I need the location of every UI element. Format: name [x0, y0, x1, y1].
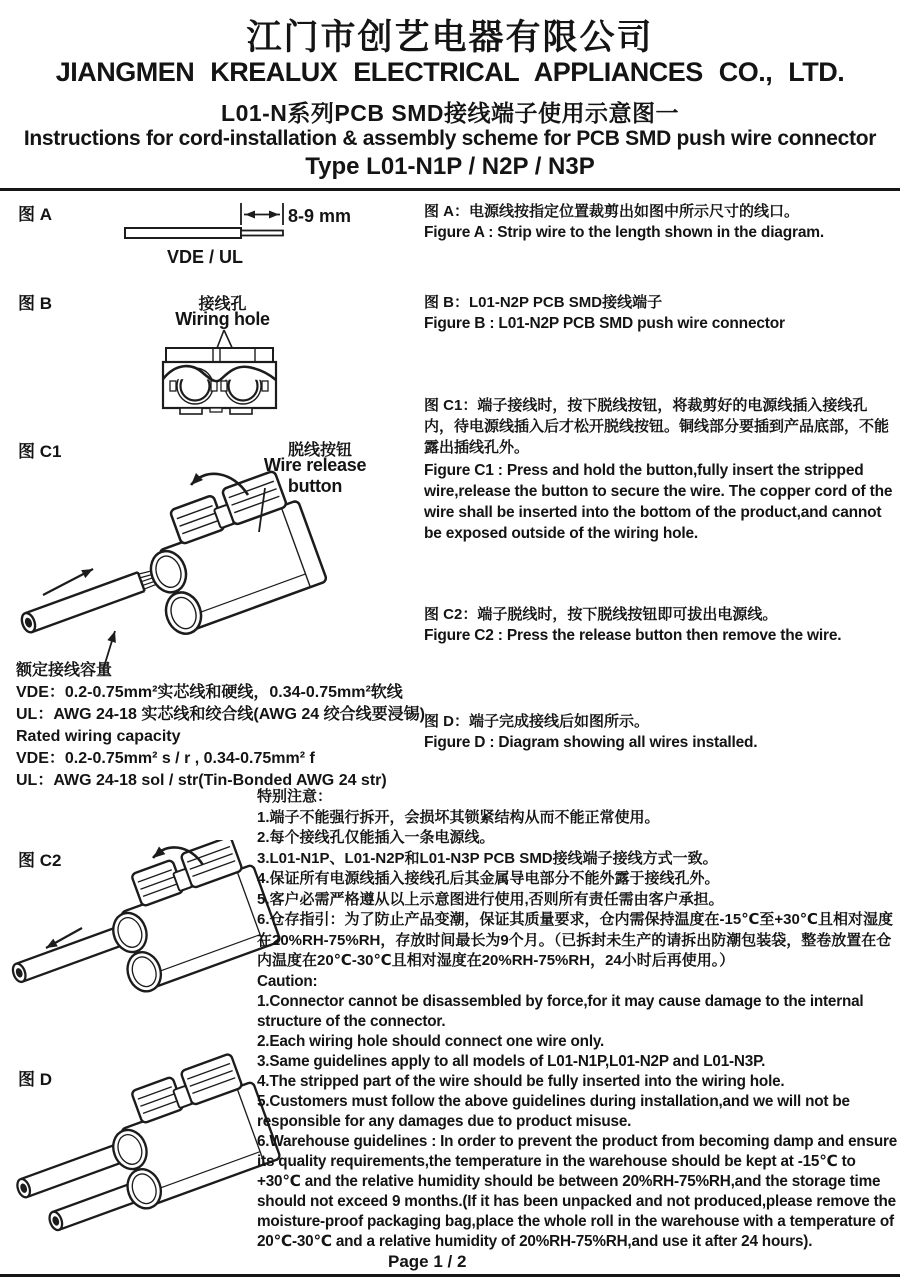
special-note-item: 6.仓存指引：为了防止产品变潮，保证其质量要求，仓内需保持温度在-15℃至+30℃且相对湿度在20%RH-75%RH，存放时间最长为9个月。（已拆封未生产的请拆出防潮包装袋，整卷放置在仓内温度在20℃-30℃且相对湿度在20%RH-75%RH，24小时后再使用。）	[257, 911, 893, 969]
special-note-item: 1.端子不能强行拆开，会损坏其锁紧结构从而不能正常使用。	[257, 808, 660, 826]
figure-c1-desc-cn: 图 C1：端子接线时，按下脱线按钮，将裁剪好的电源线插入接线孔内，待电源线插入后才松开脱线按钮。铜线部分要插到产品底部，不能露出插线孔外。	[424, 397, 890, 456]
rated-capacity-vde-en: VDE：0.2-0.75mm² s / r , 0.34-0.75mm² f	[16, 750, 315, 767]
figure-d-desc-en: Figure D : Diagram showing all wires installed.	[424, 734, 758, 751]
header-rule	[0, 188, 900, 191]
release-button-label-en: Wire release button	[263, 455, 367, 496]
company-name-cn: 江门市创艺电器有限公司	[246, 18, 654, 57]
figure-c1-label: 图 C1	[18, 442, 62, 461]
caution-item: 4.The stripped part of the wire should be fully inserted into the wiring hole.	[257, 1072, 785, 1090]
figure-d-desc-cn: 图 D：端子完成接线后如图所示。	[424, 713, 650, 730]
rated-capacity-title-en: Rated wiring capacity	[16, 728, 181, 745]
wire-standard-label: VDE / UL	[166, 247, 243, 267]
caution-title: Caution:	[257, 972, 318, 990]
figure-a-desc-en: Figure A : Strip wire to the length shown in the diagram.	[424, 224, 824, 241]
special-note-item: 2.每个接线孔仅能插入一条电源线。	[257, 829, 495, 846]
wire-conductor	[241, 231, 283, 236]
rated-capacity-ul-cn: UL：AWG 24-18 实芯线和绞合线(AWG 24 绞合线要浸锡)	[16, 706, 425, 723]
dimension-arrowhead-right	[269, 211, 279, 219]
strip-length-label: 8-9 mm	[288, 206, 352, 226]
wiring-hole-label-cn: 接线孔	[198, 296, 247, 313]
rated-capacity-title-cn: 额定接线容量	[16, 662, 113, 679]
release-button-label-cn: 脱线按钮	[287, 442, 352, 459]
rated-capacity-ul-en: UL：AWG 24-18 sol / str(Tin-Bonded AWG 24 str)	[16, 772, 387, 789]
figure-c2-desc-cn: 图 C2：端子脱线时，按下脱线按钮即可拔出电源线。	[424, 606, 778, 623]
wiring-hole-label-en: Wiring hole	[175, 309, 270, 329]
page-number: Page 1 / 2	[388, 1252, 467, 1271]
caution-item: 1.Connector cannot be disassembled by force,for it may cause damage to the internal structure of the connector.	[257, 992, 864, 1030]
figure-c1-drawing	[5, 455, 355, 675]
figure-c1-desc-en: Figure C1 : Press and hold the button,fully insert the stripped wire,release the button to secure the wire. The copper cord of the wire shall be inserted into the bottom of the product,and cannot be exposed outside of the wiring hole.	[424, 462, 893, 542]
special-note-item: 4.保证所有电源线插入接线孔后其金属导电部分不能外露于接线孔外。	[257, 870, 720, 887]
special-note-item: 5.客户必需严格遵从以上示意图进行使用,否则所有责任需由客户承担。	[257, 890, 724, 908]
figure-a-desc-cn: 图 A：电源线按指定位置裁剪出如图中所示尺寸的线口。	[424, 203, 800, 220]
figure-a-label: 图 A	[18, 205, 52, 224]
caution-item: 5.Customers must follow the above guidelines during installation,and we will not be responsible for any damages due to product misuse.	[257, 1092, 850, 1130]
special-note-item: 3.L01-N1P、L01-N2P和L01-N3P PCB SMD接线端子接线方式一致。	[257, 849, 718, 867]
company-name-en: JIANGMEN KREALUX ELECTRICAL APPLIANCES CO., LTD.	[55, 57, 845, 87]
figure-b-desc-cn: 图 B：L01-N2P PCB SMD接线端子	[424, 294, 663, 311]
connector-body	[96, 840, 282, 996]
figure-d-drawing	[0, 1050, 300, 1280]
figure-c2-desc-en: Figure C2 : Press the release button then remove the wire.	[424, 627, 842, 644]
doc-subtitle-en: Instructions for cord-installation & assembly scheme for PCB SMD push wire connector	[23, 127, 877, 150]
special-notes-title: 特别注意：	[257, 788, 333, 805]
doc-subtitle-cn: L01-N系列PCB SMD接线端子使用示意图一	[221, 100, 679, 126]
connector-body	[132, 466, 328, 638]
dimension-arrowhead-left	[245, 211, 255, 219]
type-line: Type L01-N1P / N2P / N3P	[305, 153, 595, 180]
figure-c2-label: 图 C2	[18, 851, 62, 870]
special-notes-block	[257, 787, 899, 1252]
caution-item: 2.Each wiring hole should connect one wire only.	[257, 1032, 605, 1050]
figure-b-drawing	[150, 323, 300, 423]
rated-capacity-block	[16, 660, 425, 792]
figure-d-label: 图 D	[18, 1070, 52, 1089]
removal-arrow	[44, 928, 82, 952]
figure-c2-drawing	[0, 840, 300, 1050]
wire-insulation	[125, 228, 241, 238]
footer-rule	[0, 1274, 900, 1277]
connector-body	[96, 1050, 282, 1213]
figure-b-desc-en: Figure B : L01-N2P PCB SMD push wire connector	[424, 315, 785, 332]
caution-item: 6.Warehouse guidelines : In order to prevent the product from becoming damp and ensure its quality requirements,the temperature in the warehouse should be kept at -15℃ to +30℃ and the relative humidity should be between 20%RH-75%RH,and the storage time should not exceed 9 months.(If it has been unpacked and not produced,please remove the moisture-proof packaging bag,place the whole roll in the warehouse with a temperature of 20℃-30℃ and a relative humidity of 20%RH-75%RH,and use it after 24 hours).	[257, 1132, 898, 1250]
caution-item: 3.Same guidelines apply to all models of L01-N1P,L01-N2P and L01-N3P.	[257, 1052, 766, 1070]
figure-b-label: 图 B	[18, 294, 52, 313]
rated-capacity-vde-cn: VDE：0.2-0.75mm²实芯线和硬线，0.34-0.75mm²软线	[16, 684, 403, 701]
